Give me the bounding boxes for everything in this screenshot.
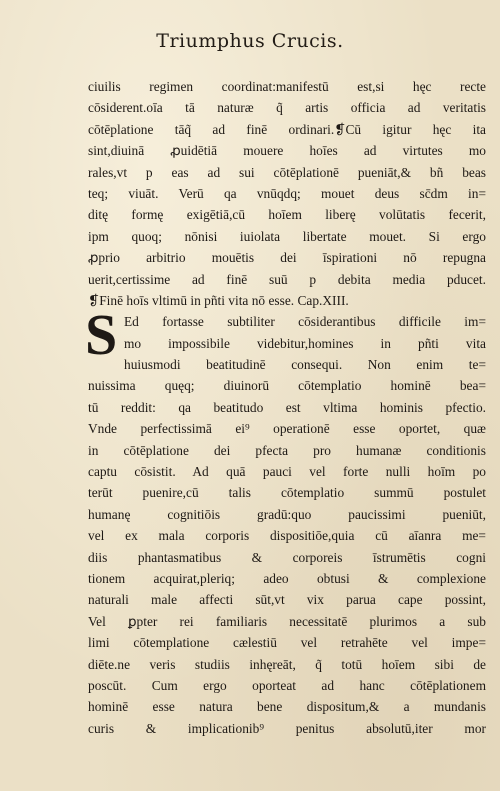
text-line: cōtēplatione tāq̃ ad finē ordinari.❡Cū igitur hęc ita [88, 121, 486, 137]
text-block [88, 76, 486, 739]
text-line: curis & implicationib⁹ penitus absolutū,iter mor [88, 720, 486, 736]
text-line: uerit,certissime ad finē suū p debita media pducet. [88, 271, 486, 287]
text-line: ꝓprio arbitrio mouētis dei īspirationi nō repugna [88, 250, 486, 266]
text-line: poscūt. Cum ergo oporteat ad hanc cōtēplationem [88, 677, 486, 693]
text-line: humanę cognitiōis gradū:quo paucissimi pueniūt, [88, 506, 486, 522]
text-line: sint,diuinā ꝓuidētiā mouere hoīes ad virtutes mo [88, 143, 486, 159]
text-line: mo impossibile videbitur,homines in pñti vita [124, 335, 486, 351]
text-line: naturali male affecti sūt,vt vix parua cape possint, [88, 592, 486, 608]
text-line: diis phantasmatibus & corporeis īstrumētis cogni [88, 549, 486, 565]
text-line: cōsiderent.oīa tā naturæ q̃ artis officia ad veritatis [88, 100, 486, 116]
running-head: Triumphus Crucis. [156, 30, 344, 52]
text-line: rales,vt p eas ad sui cōtēplationē pueniāt,& bñ beas [88, 164, 486, 180]
text-line: diēte.ne veris studiis inhęreāt, q̃ totū hoīem sibi de [88, 656, 486, 672]
text-line: vel ex mala corporis dispositiōe,quia cū aīanra me= [88, 528, 486, 544]
text-line: terūt puenire,cū talis cōtemplatio summū postulet [88, 485, 486, 501]
text-line: ipm quoq; nōnisi iuiolata libertate mouet. Si ergo [88, 228, 486, 244]
text-line: hominē esse natura bene dispositum,& a mundanis [88, 699, 486, 715]
text-line: tū reddit: qa beatitudo est vltima hominis pfectio. [88, 399, 486, 415]
text-line: Vel ꝑpter rei familiaris necessitatē plurimos a sub [88, 613, 486, 629]
text-line: huiusmodi beatitudinē consequi. Non enim te= [124, 357, 486, 373]
text-line: in cōtēplatione dei pfecta pro humanæ conditionis [88, 442, 486, 458]
text-line: nuissima quęq; diuinorū cōtemplatio hominē bea= [88, 378, 486, 394]
chapter-heading: ❡Finē hoīs vltimū in pñti vita nō esse. Cap.XIII. [88, 292, 349, 308]
text-line: limi cōtemplatione cælestiū vel retrahēte vel impe= [88, 635, 486, 651]
text-line: Vnde perfectissimā ei⁹ operationē esse oportet, quæ [88, 421, 486, 437]
text-line: captu cōsistit. Ad quā pauci vel forte nulli hoīm po [88, 464, 486, 480]
text-line: tionem acquirat,pleriq; adeo obtusi & complexione [88, 570, 486, 586]
text-line: Ed fortasse subtiliter cōsiderantibus difficile im= [124, 314, 486, 330]
text-line: ditę formę exigētiā,cū hoīem liberę volūtatis fecerit, [88, 207, 486, 223]
initial-letter: S [85, 302, 118, 367]
text-line: teq; viuāt. Verū qa vnūqdq; mouet deus sc̄dm in= [88, 185, 486, 201]
text-line: ciuilis regimen coordinat:manifestū est,si hęc recte [88, 79, 486, 94]
